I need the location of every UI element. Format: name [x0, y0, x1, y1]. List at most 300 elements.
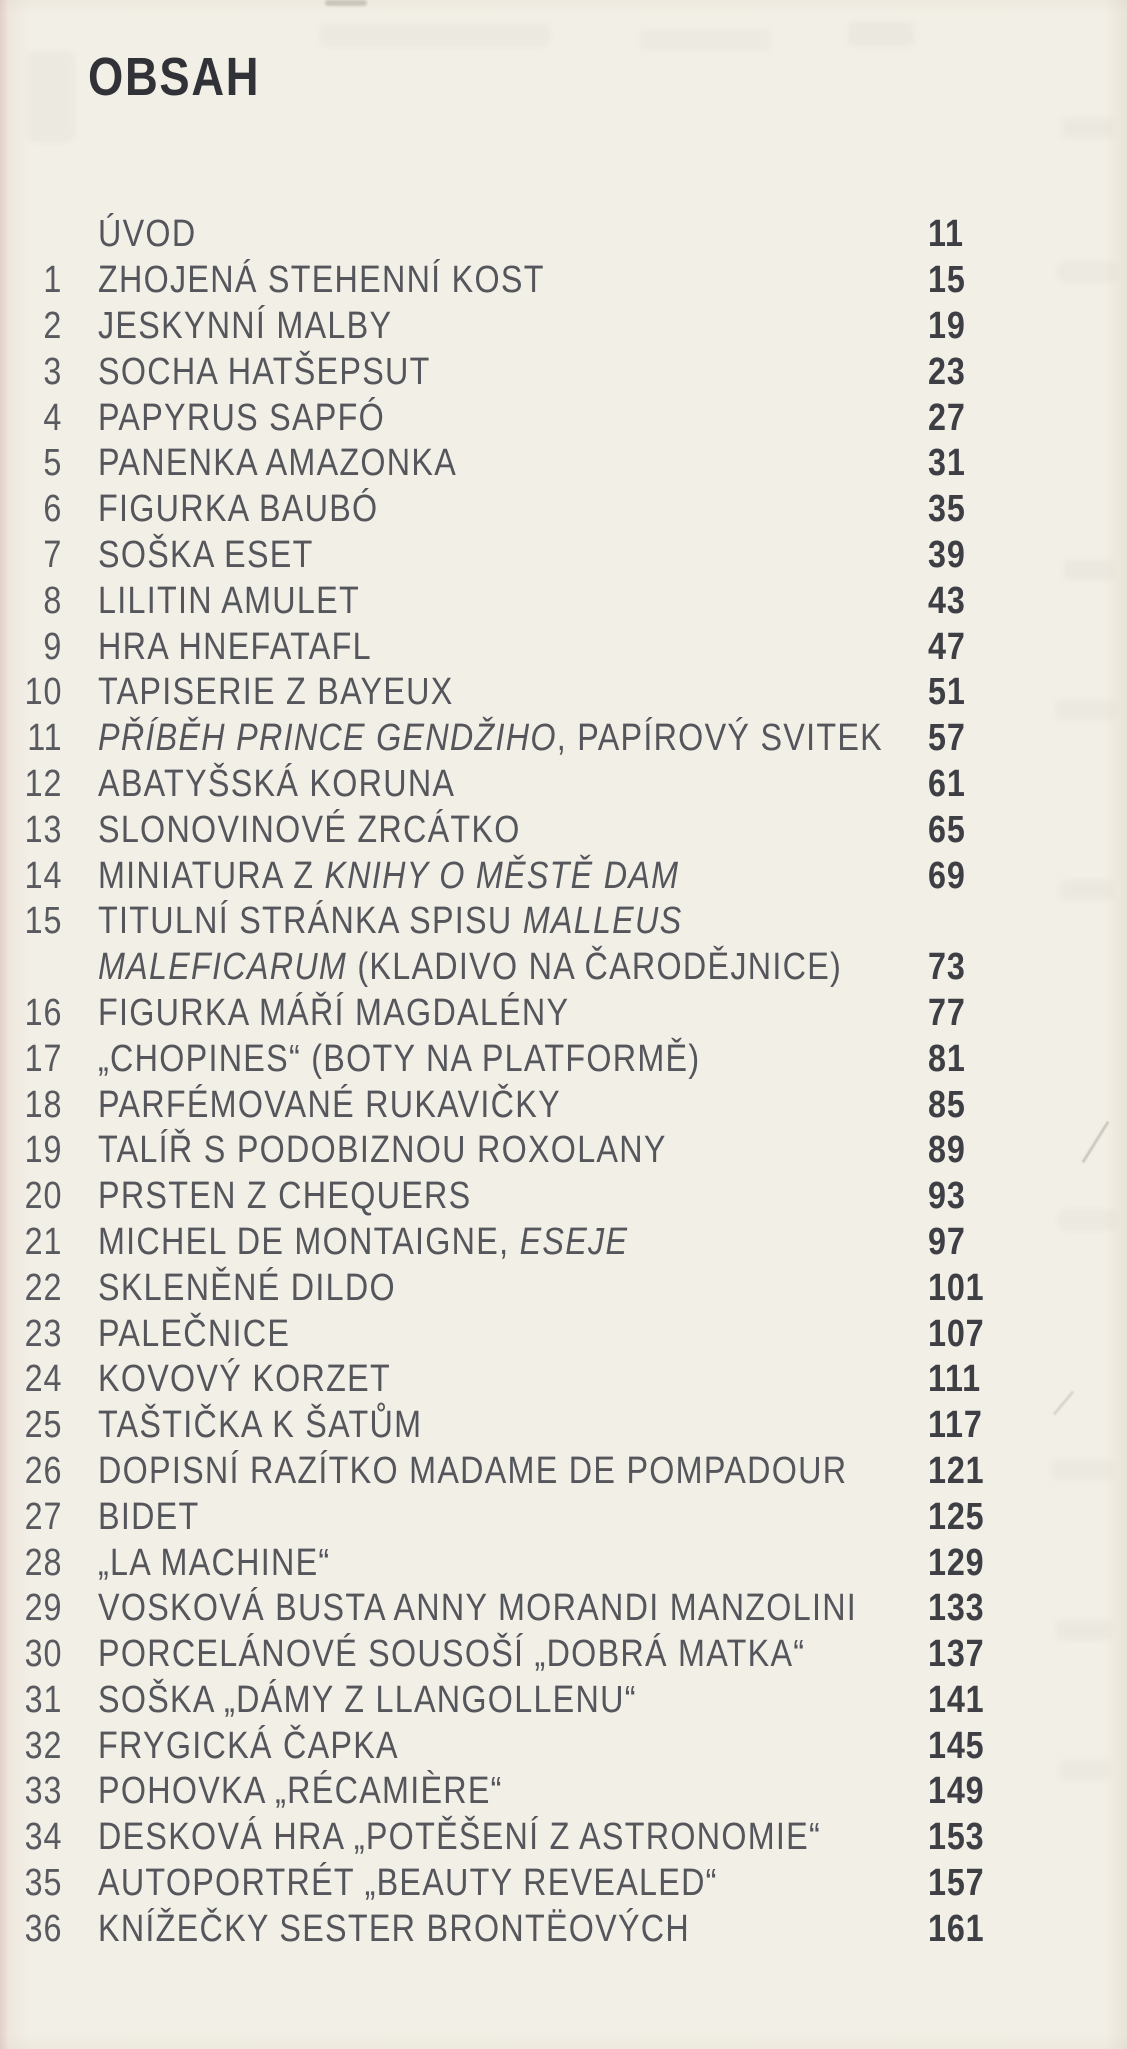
entry-number [0, 1129, 62, 1172]
entry-title [98, 1908, 928, 1951]
entry-page-number: 47 [928, 625, 966, 668]
entry-title-segment: (KLADIVO NA ČARODĚJNICE) [347, 946, 843, 989]
entry-title-segment: PRSTEN Z CHEQUERS [98, 1175, 472, 1218]
entry-number [0, 1358, 62, 1401]
entry-number [0, 534, 62, 577]
entry-title-italic-segment: PŘÍBĚH PRINCE GENDŽIHO [98, 717, 557, 760]
entry-title-segment: HRA HNEFATAFL [98, 625, 372, 668]
entry-page [928, 305, 1108, 348]
entry-number [0, 809, 62, 852]
entry-page [928, 1084, 1108, 1127]
entry-number [0, 397, 62, 440]
entry-number-text: 7 [43, 533, 62, 576]
entry-title [98, 397, 928, 440]
entry-title-text [98, 534, 314, 577]
entry-page [928, 1862, 1108, 1905]
bleed-through-artifact [1056, 1620, 1112, 1640]
entry-title-text [98, 992, 569, 1035]
entry-number [0, 626, 62, 669]
entry-title [98, 1358, 928, 1401]
table-of-contents [0, 212, 1127, 1952]
entry-page-number: 61 [928, 762, 966, 805]
entry-title [98, 626, 928, 669]
toc-row [0, 1723, 1127, 1769]
entry-page-number: 97 [928, 1220, 966, 1263]
entry-title [98, 1129, 928, 1172]
entry-title [98, 1267, 928, 1310]
entry-page-number: 153 [928, 1816, 985, 1859]
toc-row [0, 1769, 1127, 1815]
toc-row [0, 624, 1127, 670]
toc-row [0, 991, 1127, 1037]
entry-page-number: 85 [928, 1083, 966, 1126]
toc-row [0, 1311, 1127, 1357]
entry-title-text [98, 1908, 690, 1951]
entry-number-text: 32 [24, 1724, 62, 1767]
toc-row [0, 258, 1127, 304]
entry-page-number: 65 [928, 808, 966, 851]
entry-title [98, 442, 928, 485]
bleed-through-artifact [1060, 1760, 1110, 1780]
entry-title-segment: VOSKOVÁ BUSTA ANNY MORANDI MANZOLINI [98, 1587, 858, 1630]
entry-title [98, 900, 928, 943]
entry-number [0, 1084, 62, 1127]
entry-title-text [98, 809, 521, 852]
entry-title-segment: JESKYNNÍ MALBY [98, 304, 393, 347]
entry-title-segment: SOŠKA „DÁMY Z LLANGOLLENU“ [98, 1678, 637, 1721]
entry-number-text: 35 [24, 1862, 62, 1905]
entry-title-text [98, 305, 392, 348]
entry-number-text: 20 [24, 1175, 62, 1218]
entry-title-segment: DOPISNÍ RAZÍTKO MADAME DE POMPADOUR [98, 1449, 848, 1492]
entry-page [928, 717, 1108, 760]
toc-row [0, 670, 1127, 716]
entry-title-text [98, 1633, 805, 1676]
entry-title-segment: PORCELÁNOVÉ SOUSOŠÍ „DOBRÁ MATKA“ [98, 1633, 806, 1676]
entry-number-text: 30 [24, 1633, 62, 1676]
entry-number [0, 488, 62, 531]
bleed-through-artifact [1060, 880, 1114, 900]
entry-title-text [98, 855, 679, 898]
entry-title-text [98, 946, 842, 989]
entry-title-italic-segment: MALEFICARUM [98, 946, 348, 989]
entry-title [98, 763, 928, 806]
entry-title-text [98, 1770, 503, 1813]
entry-title-segment: „LA MACHINE“ [98, 1541, 331, 1584]
toc-row [0, 1174, 1127, 1220]
entry-number-text: 1 [43, 259, 62, 302]
entry-title [98, 488, 928, 531]
entry-title-text [98, 397, 385, 440]
entry-number-text: 10 [24, 671, 62, 714]
entry-page-number: 149 [928, 1770, 985, 1813]
entry-page [928, 1267, 1108, 1310]
entry-page [928, 913, 1108, 931]
entry-page-number: 93 [928, 1175, 966, 1218]
entry-number-text: 17 [24, 1037, 62, 1080]
entry-title-text [98, 671, 454, 714]
entry-page-number: 11 [928, 213, 964, 256]
toc-row [0, 1540, 1127, 1586]
entry-title-text [98, 1267, 396, 1310]
entry-number-text: 9 [43, 625, 62, 668]
entry-title-text [98, 1404, 422, 1447]
toc-row [0, 807, 1127, 853]
entry-title-text [98, 900, 682, 943]
entry-page [928, 1542, 1108, 1585]
entry-number [0, 1267, 62, 1310]
entry-title-segment: PARFÉMOVANÉ RUKAVIČKY [98, 1083, 561, 1126]
entry-number [0, 1404, 62, 1447]
toc-row [0, 899, 1127, 945]
entry-title [98, 992, 928, 1035]
entry-number [0, 900, 62, 943]
entry-page-number: 31 [928, 442, 966, 485]
entry-page-number: 101 [928, 1266, 985, 1309]
toc-row [0, 487, 1127, 533]
entry-title [98, 305, 928, 348]
toc-row [0, 762, 1127, 808]
toc-row [0, 349, 1127, 395]
entry-page-number: 145 [928, 1724, 985, 1767]
entry-page-number: 27 [928, 396, 966, 439]
entry-title-segment: SOCHA HATŠEPSUT [98, 350, 431, 393]
entry-number [0, 1633, 62, 1676]
entry-page [928, 809, 1108, 852]
entry-title-segment: ÚVOD [98, 213, 197, 256]
toc-row [0, 441, 1127, 487]
entry-number [0, 1908, 62, 1951]
entry-page [928, 397, 1108, 440]
entry-number [0, 1725, 62, 1768]
entry-number [0, 259, 62, 302]
entry-title-text [98, 580, 360, 623]
toc-row [0, 1082, 1127, 1128]
entry-number [0, 1679, 62, 1722]
entry-page [928, 488, 1108, 531]
entry-page-number: 57 [928, 717, 966, 760]
entry-number-text: 2 [43, 304, 62, 347]
entry-number-text: 26 [24, 1449, 62, 1492]
entry-number-text: 15 [24, 900, 62, 943]
entry-page [928, 1679, 1108, 1722]
toc-row [0, 1815, 1127, 1861]
entry-title [98, 1633, 928, 1676]
entry-title-segment: BIDET [98, 1495, 200, 1538]
entry-title [98, 1725, 928, 1768]
entry-page-number: 117 [928, 1404, 983, 1447]
entry-page [928, 442, 1108, 485]
entry-title-segment: LILITIN AMULET [98, 579, 360, 622]
toc-row [0, 1861, 1127, 1907]
entry-title-text [98, 1221, 628, 1264]
entry-title [98, 213, 928, 256]
toc-row [0, 716, 1127, 762]
toc-row [0, 1494, 1127, 1540]
entry-page-number: 39 [928, 533, 966, 576]
entry-number [0, 1770, 62, 1813]
entry-title [98, 1404, 928, 1447]
entry-number [0, 1450, 62, 1493]
entry-page-number: 35 [928, 488, 966, 531]
entry-title-text [98, 717, 883, 760]
entry-title [98, 809, 928, 852]
entry-title-segment: TITULNÍ STRÁNKA SPISU [98, 900, 523, 943]
entry-number [0, 1816, 62, 1859]
entry-title-italic-segment: ESEJE [519, 1220, 629, 1263]
entry-page-number: 73 [928, 946, 966, 989]
entry-title-segment: AUTOPORTRÉT „BEAUTY REVEALED“ [98, 1862, 718, 1905]
entry-number-text: 16 [24, 991, 62, 1034]
entry-title [98, 1221, 928, 1264]
entry-title-segment: POHOVKA „RÉCAMIÈRE“ [98, 1770, 503, 1813]
entry-page-number: 133 [928, 1587, 985, 1630]
entry-title-segment: PALEČNICE [98, 1312, 291, 1355]
entry-title-text [98, 1542, 330, 1585]
entry-title-segment: ABATYŠSKÁ KORUNA [98, 762, 456, 805]
entry-title [98, 534, 928, 577]
toc-row [0, 1678, 1127, 1724]
toc-row [0, 1449, 1127, 1495]
entry-title-text [98, 1587, 857, 1630]
toc-row [0, 1036, 1127, 1082]
entry-title [98, 1038, 928, 1081]
entry-number-text: 22 [24, 1266, 62, 1309]
bleed-through-artifact [848, 22, 914, 46]
entry-title-text [98, 1129, 667, 1172]
entry-page [928, 351, 1108, 394]
entry-page [928, 1358, 1108, 1401]
entry-title [98, 1496, 928, 1539]
scan-smudge [325, 0, 367, 6]
entry-number-text: 12 [24, 762, 62, 805]
entry-page-number: 157 [928, 1862, 985, 1905]
toc-row [0, 1220, 1127, 1266]
bleed-through-artifact [1058, 262, 1116, 282]
entry-title-text [98, 1175, 471, 1218]
entry-number [0, 855, 62, 898]
entry-page [928, 763, 1108, 806]
toc-row [0, 1357, 1127, 1403]
entry-number [0, 671, 62, 714]
entry-title-segment: TAŠTIČKA K ŠATŮM [98, 1404, 423, 1447]
entry-page [928, 946, 1108, 989]
entry-page-number: 89 [928, 1129, 966, 1172]
entry-title-text [98, 763, 455, 806]
entry-page-number: 19 [928, 304, 966, 347]
entry-title-text [98, 1084, 561, 1127]
entry-page [928, 213, 1108, 256]
entry-page-number: 23 [928, 350, 966, 393]
entry-page-number: 141 [928, 1678, 985, 1721]
entry-title-segment: „CHOPINES“ (BOTY NA PLATFORMĚ) [98, 1037, 701, 1080]
entry-page [928, 1313, 1108, 1356]
entry-number-text: 31 [24, 1678, 62, 1721]
entry-title-segment: FIGURKA BAUBÓ [98, 488, 379, 531]
entry-title-segment: MICHEL DE MONTAIGNE, [98, 1220, 520, 1263]
entry-number [0, 1587, 62, 1630]
toc-row [0, 945, 1127, 991]
entry-title-text [98, 1038, 700, 1081]
entry-title [98, 580, 928, 623]
entry-page-number: 43 [928, 579, 966, 622]
entry-title [98, 1679, 928, 1722]
entry-number-text: 18 [24, 1083, 62, 1126]
entry-page [928, 1816, 1108, 1859]
entry-number [0, 1221, 62, 1264]
toc-row [0, 1906, 1127, 1952]
entry-page [928, 1908, 1108, 1951]
entry-number [0, 1542, 62, 1585]
entry-number-text: 34 [24, 1816, 62, 1859]
entry-title [98, 671, 928, 714]
entry-title-text [98, 442, 457, 485]
entry-number [0, 763, 62, 806]
entry-title-text [98, 1450, 847, 1493]
entry-number-text: 6 [43, 488, 62, 531]
entry-title [98, 1587, 928, 1630]
entry-title [98, 1313, 928, 1356]
entry-title [98, 351, 928, 394]
entry-number-text: 3 [43, 350, 62, 393]
entry-number-text: 8 [43, 579, 62, 622]
entry-number-text: 11 [26, 717, 62, 760]
toc-row [0, 395, 1127, 441]
toc-row [0, 1632, 1127, 1678]
entry-number-text: 5 [43, 442, 62, 485]
entry-number-text: 21 [24, 1220, 62, 1263]
entry-title [98, 1542, 928, 1585]
entry-title-text [98, 1725, 399, 1768]
entry-title [98, 1816, 928, 1859]
entry-title [98, 259, 928, 302]
entry-page-number: 121 [928, 1449, 985, 1492]
entry-title-segment: FRYGICKÁ ČAPKA [98, 1724, 399, 1767]
entry-number [0, 580, 62, 623]
entry-title-segment: PANENKA AMAZONKA [98, 442, 458, 485]
entry-title-text [98, 351, 431, 394]
bleed-through-artifact [1064, 560, 1114, 580]
entry-title-segment: ZHOJENÁ STEHENNÍ KOST [98, 259, 545, 302]
entry-title-segment: KOVOVÝ KORZET [98, 1358, 391, 1401]
entry-title-segment: PAPYRUS SAPFÓ [98, 396, 386, 439]
entry-title [98, 855, 928, 898]
entry-title-segment: TAPISERIE Z BAYEUX [98, 671, 454, 714]
toc-row [0, 853, 1127, 899]
entry-title-text [98, 259, 545, 302]
entry-title-segment: MINIATURA Z [98, 854, 325, 897]
entry-number [0, 1313, 62, 1356]
entry-title-text [98, 626, 372, 669]
entry-number-text: 4 [43, 396, 62, 439]
entry-number-text: 24 [24, 1358, 62, 1401]
entry-number [0, 992, 62, 1035]
toc-row [0, 304, 1127, 350]
entry-number [0, 1862, 62, 1905]
entry-page-number: 69 [928, 854, 966, 897]
entry-number-text: 19 [24, 1129, 62, 1172]
entry-page [928, 1038, 1108, 1081]
bleed-through-artifact [1062, 118, 1114, 138]
toc-row [0, 1128, 1127, 1174]
entry-title-segment: FIGURKA MÁŘÍ MAGDALÉNY [98, 991, 570, 1034]
entry-page-number: 111 [928, 1358, 981, 1401]
entry-number [0, 305, 62, 348]
entry-title-italic-segment: MALLEUS [522, 900, 683, 943]
entry-number-text: 36 [24, 1907, 62, 1950]
entry-page-number: 15 [928, 259, 966, 302]
toc-row [0, 212, 1127, 258]
bleed-through-artifact [1052, 1460, 1114, 1480]
entry-number [0, 717, 62, 760]
entry-page [928, 1496, 1108, 1539]
entry-title-text [98, 1679, 637, 1722]
entry-page-number: 77 [928, 991, 966, 1034]
entry-title [98, 1175, 928, 1218]
entry-title-text [98, 213, 196, 256]
bleed-through-artifact [1058, 1210, 1116, 1230]
entry-title-text [98, 1313, 290, 1356]
entry-title-segment: TALÍŘ S PODOBIZNOU ROXOLANY [98, 1129, 667, 1172]
entry-number [0, 1038, 62, 1081]
toc-row [0, 533, 1127, 579]
entry-page [928, 1129, 1108, 1172]
entry-title-text [98, 1358, 391, 1401]
entry-page [928, 1404, 1108, 1447]
toc-row [0, 1265, 1127, 1311]
entry-title [98, 1770, 928, 1813]
entry-title [98, 946, 928, 989]
entry-title-text [98, 1496, 199, 1539]
entry-title-segment: , PAPÍROVÝ SVITEK [556, 717, 884, 760]
entry-title [98, 717, 928, 760]
entry-title-segment: SLONOVINOVÉ ZRCÁTKO [98, 808, 521, 851]
bleed-through-artifact [28, 52, 74, 142]
entry-number [0, 442, 62, 485]
entry-title-text [98, 1816, 821, 1859]
entry-number-text: 23 [24, 1312, 62, 1355]
entry-number-text: 29 [24, 1587, 62, 1630]
entry-page-number: 81 [928, 1037, 966, 1080]
entry-title-segment: DESKOVÁ HRA „POTĚŠENÍ Z ASTRONOMIE“ [98, 1816, 822, 1859]
bleed-through-artifact [640, 30, 770, 50]
entry-title [98, 1084, 928, 1127]
entry-page-number: 161 [928, 1907, 985, 1950]
entry-page-number: 107 [928, 1312, 985, 1355]
entry-number-text: 28 [24, 1541, 62, 1584]
toc-row [0, 1586, 1127, 1632]
entry-page-number: 137 [928, 1633, 985, 1676]
entry-number-text: 14 [24, 854, 62, 897]
entry-page [928, 580, 1108, 623]
entry-page [928, 992, 1108, 1035]
entry-number-text: 33 [24, 1770, 62, 1813]
bleed-through-artifact [1056, 700, 1116, 720]
entry-number-text: 13 [24, 808, 62, 851]
entry-number [0, 351, 62, 394]
toc-row [0, 578, 1127, 624]
entry-number [0, 1496, 62, 1539]
entry-page-number: 129 [928, 1541, 985, 1584]
entry-title-segment: KNÍŽEČKY SESTER BRONTËOVÝCH [98, 1907, 691, 1950]
entry-title [98, 1450, 928, 1493]
entry-number [0, 1175, 62, 1218]
entry-title-text [98, 488, 378, 531]
entry-title-segment: SKLENĚNÉ DILDO [98, 1266, 396, 1309]
page-title: OBSAH [88, 47, 261, 107]
entry-page-number: 51 [928, 671, 966, 714]
entry-number-text: 25 [24, 1404, 62, 1447]
